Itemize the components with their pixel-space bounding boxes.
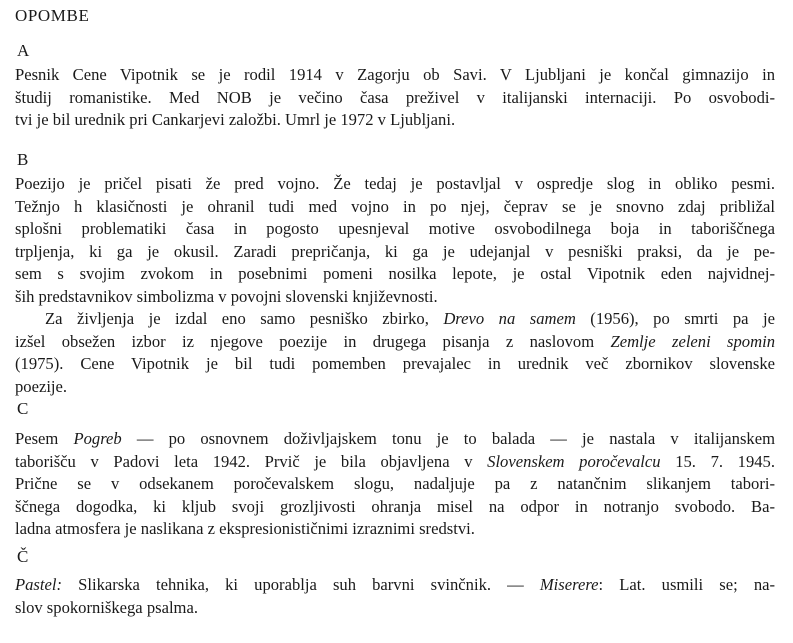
section-letter-d: Č [17, 547, 29, 566]
term-pastel: Pastel: [15, 575, 63, 594]
section-b-line: Poezijo je pričel pisati že pred vojno. Že tedaj je postavljal v ospredje slog in obliko pesmi. [15, 174, 775, 193]
section-c-text [15, 428, 775, 541]
section-a-line: Pesnik Cene Vipotnik se je rodil 1914 v Zagorju ob Savi. V Ljubljani je končal gimnazijo in [15, 65, 775, 84]
section-b-line: splošni problematiki časa in pogosto upesnjeval motive osvobodilnega boja in taboriščnega [15, 219, 775, 238]
section-b-line: (1975). Cene Vipotnik je bil tudi pomemben prevajalec in urednik več zbornikov slovenske [15, 354, 775, 373]
term-miserere: Miserere [539, 575, 599, 594]
newspaper-title: Slovenskem poročevalcu [487, 451, 661, 471]
book-title-zemlje: Zemlje zeleni spomin [610, 331, 775, 351]
section-b-line: trpljenja, ki ga je okusil. Zaradi prepričanja, ki ga je udejanjal v pesniški praksi, da je pe- [15, 241, 775, 261]
section-d-line: Pastel: Slikarska tehnika, ki uporablja suh barvni svinčnik. — Miserere: Lat. usmili se; na- [15, 575, 776, 594]
section-a-text [15, 64, 775, 132]
section-b-line: poezije. [15, 376, 68, 396]
section-b-line: sem s svojim zvokom in posebnimi pomeni nosilka lepote, je ostal Vipotnik eden najvidnej- [15, 264, 775, 283]
poem-title-pogreb: Pogreb [73, 429, 122, 448]
section-d-text [15, 574, 775, 619]
section-letter-b: B [17, 150, 29, 169]
section-b-line: Težnjo h klasičnosti je ohranil tudi med vojno in po njej, čeprav se je snovno zdaj približal [15, 196, 775, 216]
section-a-line: študij romanistike. Med NOB je večino časa preživel v italijanski internaciji. Po osvobodi- [15, 87, 775, 107]
section-d-line: slov spokorniškega psalma. [15, 597, 198, 617]
section-c-line: taborišču v Padovi leta 1942. Prvič je bila objavljena v Slovenskem poročevalcu 15. 7. 1945. [15, 451, 775, 471]
section-c-line: ladna atmosfera je naslikana z ekspresionističnimi izraznimi sredstvi. [15, 519, 475, 538]
section-b-line: Za življenja je izdal eno samo pesniško zbirko, Drevo na samem (1956), po smrti pa je [45, 309, 775, 328]
page-title: OPOMBE [15, 6, 90, 25]
section-c-line: Pesem Pogreb — po osnovnem doživljajskem tonu je to balada — je nastala v italijanskem [15, 429, 775, 448]
section-b-line: ših predstavnikov simbolizma v povojni slovenski književnosti. [15, 286, 438, 306]
section-b-line: izšel obsežen izbor iz njegove poezije in drugega pisanja z naslovom Zemlje zeleni spomin [15, 331, 775, 351]
section-c-line: Prične se v odsekanem poročevalskem slogu, nadaljuje pa z natančnim slikanjem tabori- [15, 474, 775, 493]
section-b-text [15, 173, 775, 398]
section-letter-c: C [17, 399, 29, 418]
section-letter-a: A [17, 41, 30, 60]
section-c-line: ščnega dogodka, ki kljub svoji grozljivosti ohranja misel na odpor in notranjo svobodo. Ba- [15, 496, 775, 516]
section-a-line: tvi je bil urednik pri Cankarjevi založbi. Umrl je 1972 v Ljubljani. [15, 110, 456, 129]
book-title-drevo: Drevo na samem [443, 309, 576, 328]
